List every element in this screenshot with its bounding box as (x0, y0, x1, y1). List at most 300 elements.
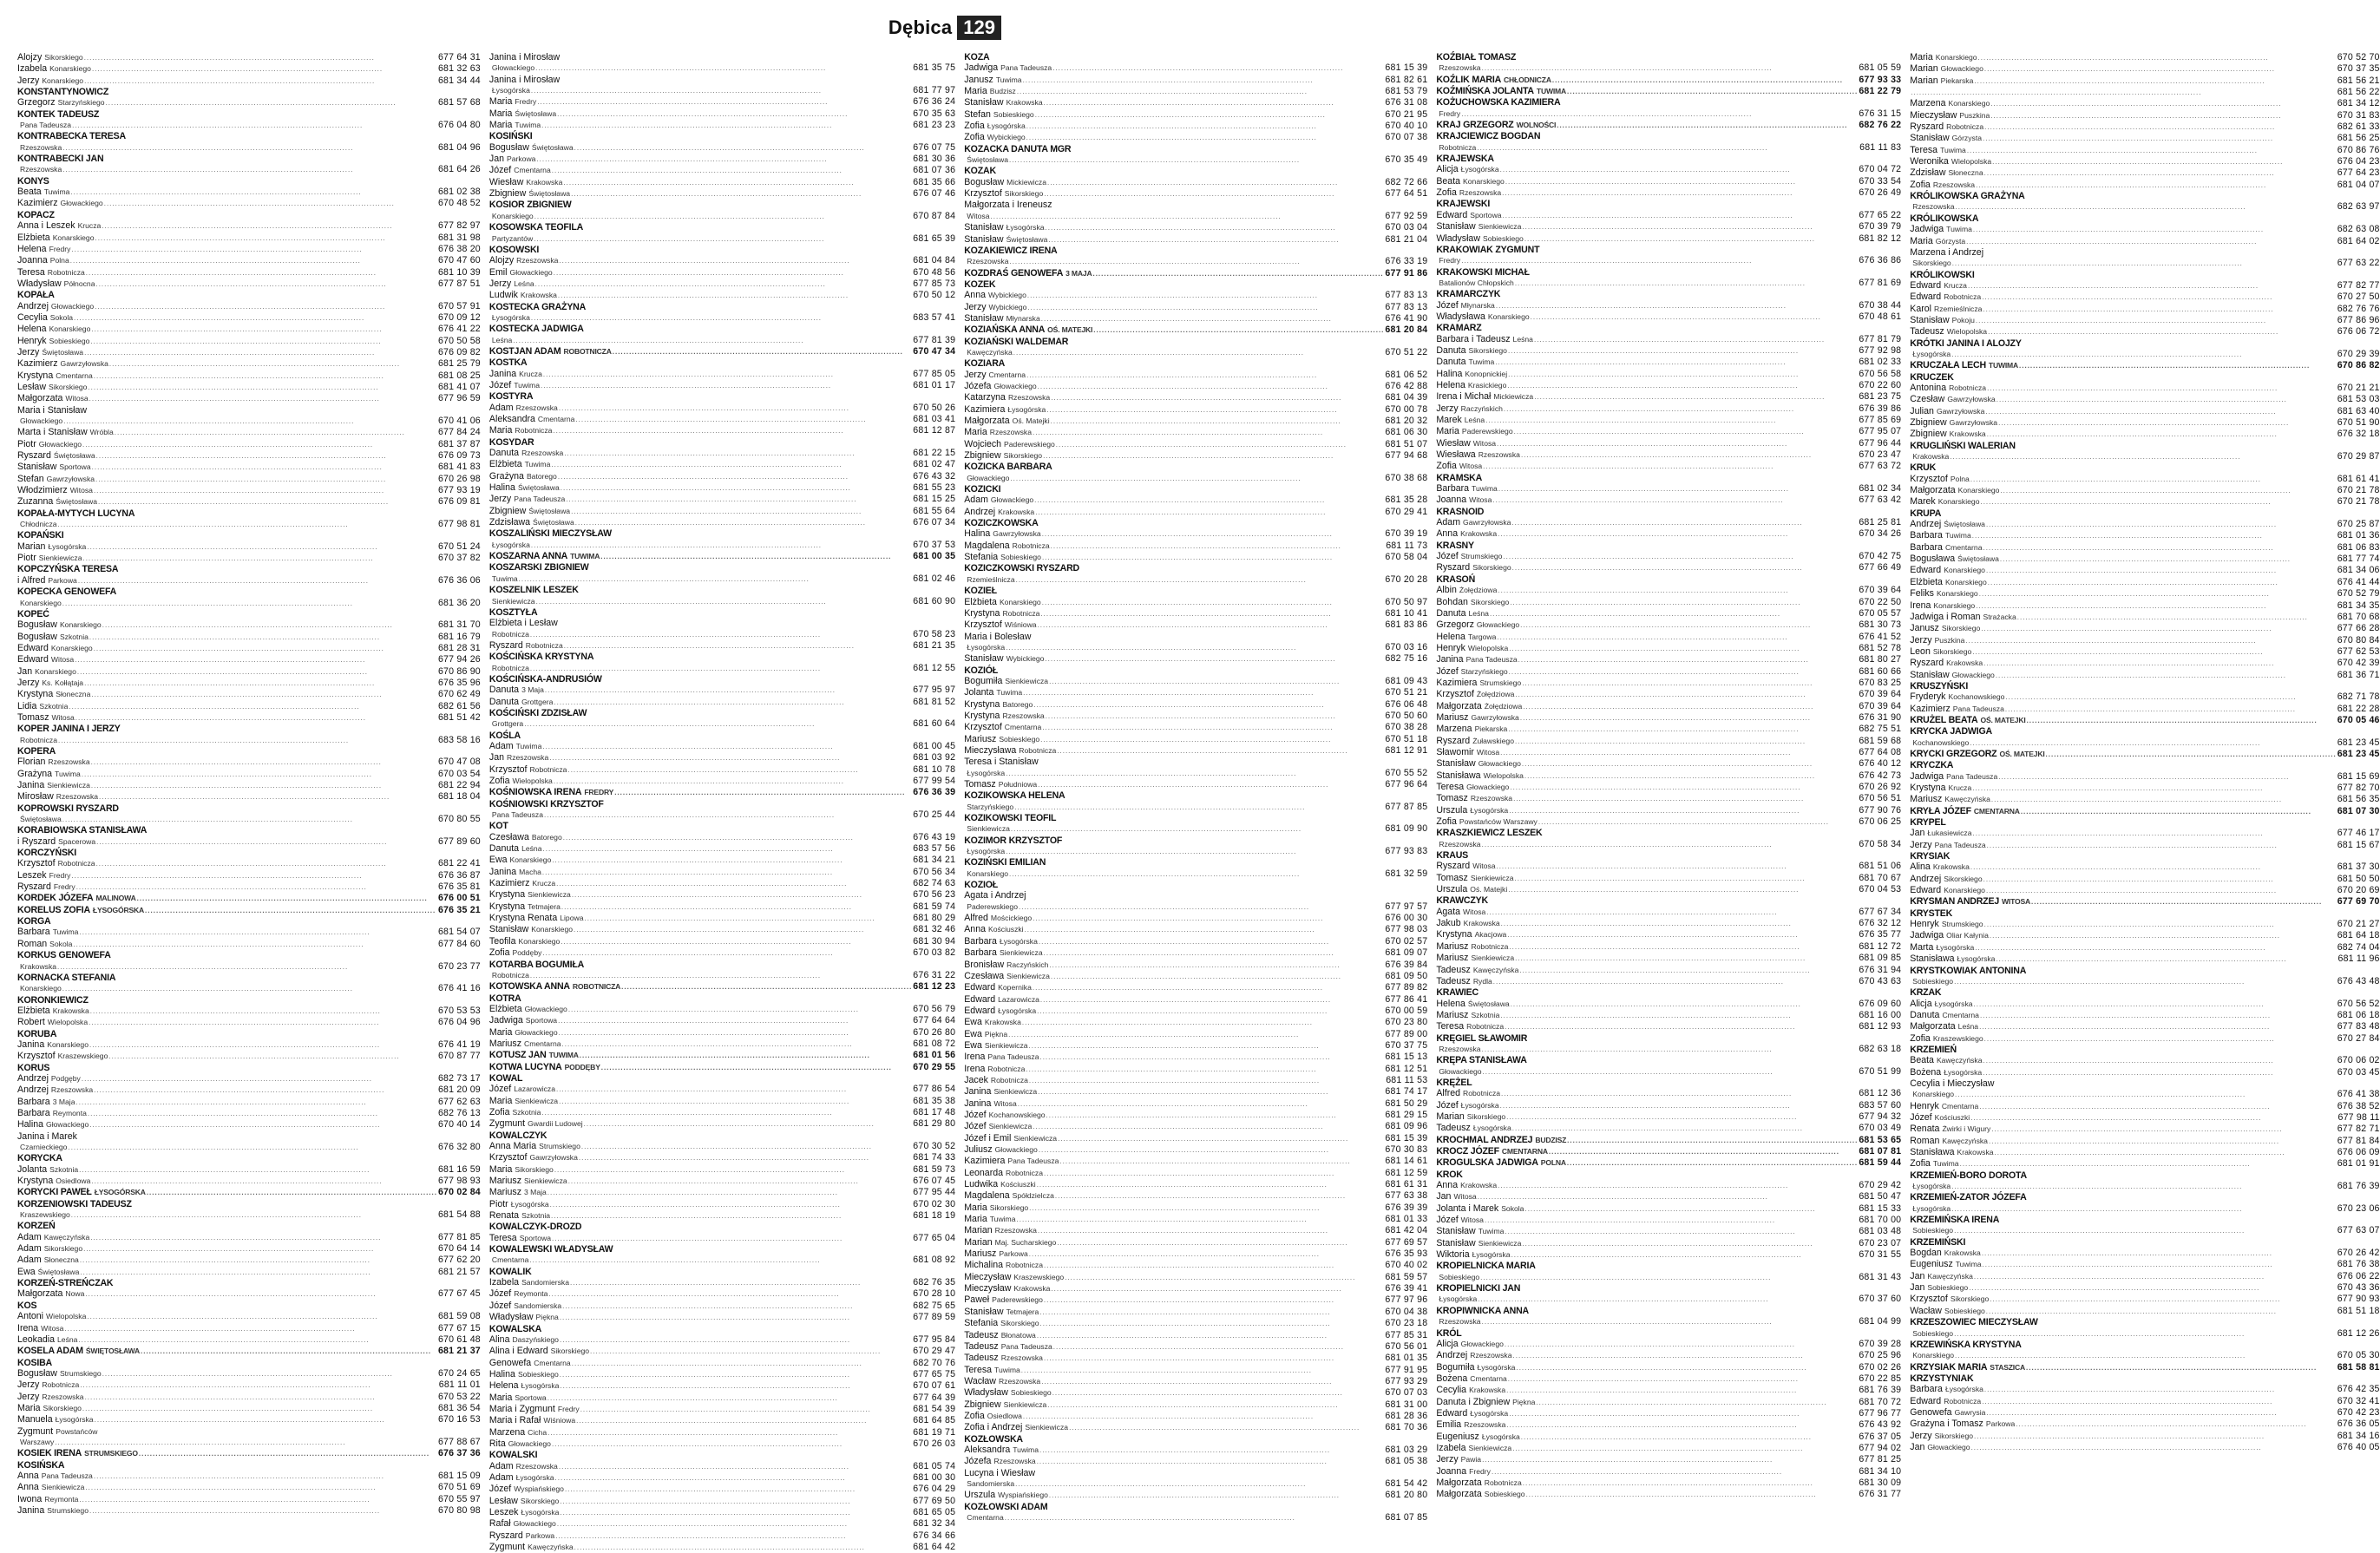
phone-number: 682 76 22 (1859, 120, 1902, 131)
dot-leader (84, 75, 437, 87)
surname-label: KRĘŻEL (1436, 1077, 1472, 1088)
surname-heading (17, 1448, 481, 1459)
phone-number: 670 27 50 (2337, 292, 2380, 303)
surname-label: KRAWIEC (1436, 987, 1478, 999)
street-name: Sienkiewicza (1003, 1399, 1047, 1409)
dot-leader (2005, 691, 2336, 703)
given-name: Kazimierz (17, 198, 58, 209)
listing-entry (489, 663, 955, 674)
street-name: Krakowska (1944, 1248, 1981, 1258)
phone-number: 676 38 20 (437, 243, 481, 254)
phone-number: 681 09 43 (1385, 675, 1428, 686)
dot-leader (1492, 1466, 1858, 1478)
given-name: Krystyna (488, 901, 526, 912)
surname-heading (489, 993, 955, 1004)
given-name: Zbigniew (1910, 417, 1947, 428)
dot-leader (1511, 1249, 1859, 1261)
given-name: Helena (17, 324, 47, 335)
surname-label: KOTRA (488, 993, 521, 1004)
dot-leader (1498, 483, 1859, 495)
dot-leader (1983, 1067, 2337, 1078)
surname-label: KOWAL (488, 1072, 523, 1084)
phone-number: 670 29 47 (913, 1346, 956, 1357)
dot-leader (1521, 1432, 1859, 1443)
phone-number: 681 06 83 (2337, 541, 2380, 553)
phone-number: 677 67 34 (1859, 906, 1902, 917)
dot-leader (1006, 846, 1384, 857)
surname-heading (1436, 1055, 1901, 1065)
listing-entry (1436, 747, 1901, 758)
surname-heading (489, 562, 955, 573)
phone-number: 677 69 57 (1385, 1236, 1428, 1248)
phone-number: 681 19 71 (913, 1426, 956, 1438)
dot-leader (1976, 180, 2337, 191)
street-name: Tuwima (1946, 225, 1972, 234)
given-name: Jadwiga (964, 62, 999, 74)
dot-leader (547, 1392, 913, 1404)
street-name: Wiśniowa (1004, 620, 1037, 630)
listing-entry (1436, 873, 1901, 884)
street-name: Parkowa (999, 1249, 1028, 1259)
phone-number: 677 64 23 (2337, 167, 2380, 179)
phone-number: 681 58 81 (2337, 1361, 2380, 1373)
dot-leader (547, 1187, 913, 1198)
street-name: Piękna (535, 1313, 559, 1322)
street-name: Witosa (1459, 462, 1483, 471)
street-name: Krakowska (1946, 659, 1983, 668)
listing-entry (964, 392, 1427, 403)
listing-entry (964, 75, 1427, 86)
surname-label: KOZIÓŁ (964, 665, 999, 676)
street-name: Sikorskiego (1470, 597, 1510, 606)
phone-number: 677 95 97 (913, 685, 956, 696)
dot-leader (89, 632, 437, 643)
phone-number: 681 21 35 (913, 639, 956, 651)
listing-entry (1436, 1373, 1901, 1385)
street-name: CHŁODNICZA (1504, 75, 1551, 84)
dot-leader (557, 108, 912, 120)
column-5 (1910, 52, 2379, 1553)
dot-leader (566, 494, 912, 505)
dot-leader (1051, 1283, 1384, 1294)
phone-number: 670 30 52 (913, 1141, 956, 1151)
phone-number: 677 65 75 (913, 1368, 956, 1379)
listing-entry (489, 1484, 955, 1495)
given-name: Krzysztof (964, 722, 1002, 733)
listing-entry (964, 597, 1427, 608)
street-name: Sikorskiego (48, 382, 88, 391)
listing-entry (964, 1353, 1427, 1364)
surname-heading (964, 144, 1427, 154)
street-name: CMENTARNA (1501, 1147, 1548, 1156)
street-name: Rydla (1472, 976, 1492, 986)
given-name: Elżbieta (17, 1005, 50, 1016)
dot-leader (1983, 1055, 2337, 1066)
street-name: Budzisz (989, 87, 1016, 96)
phone-number: 677 89 59 (913, 1312, 956, 1323)
surname-label: KOSZARNA ANNA (488, 551, 568, 562)
listing-entry (1910, 1112, 2379, 1124)
given-name: Maria (488, 1026, 513, 1038)
listing-entry (964, 62, 1427, 74)
dot-leader (1046, 222, 1385, 233)
phone-number: 670 25 96 (1859, 1350, 1902, 1361)
street-name: Rzeszowska (989, 428, 1032, 437)
given-name: Edward (1436, 209, 1468, 220)
listing-entry (17, 324, 481, 335)
listing-entry (17, 1243, 481, 1255)
surname-label: KRUŻEL BEATA (1910, 714, 1978, 725)
given-name: Krystyna (964, 710, 1000, 721)
surname-label: KRUCZEK (1910, 371, 1954, 383)
dot-leader (575, 414, 912, 425)
dot-leader (531, 312, 912, 324)
listing-entry (1910, 1158, 2379, 1170)
street-name: Warszawy (20, 1437, 55, 1446)
surname-label: KOTWA LUCYNA (488, 1061, 562, 1072)
surname-heading (1910, 1340, 2379, 1350)
street-name: Łysogórska (1944, 1067, 1983, 1077)
dot-leader (1971, 1442, 2337, 1453)
surname-heading (1910, 1362, 2379, 1373)
listing-entry (1436, 164, 1901, 175)
phone-number: 681 16 00 (1859, 1009, 1902, 1020)
phone-number: 681 34 12 (2337, 98, 2380, 109)
listing-entry (1436, 941, 1901, 953)
phone-number: 681 80 27 (1859, 654, 1902, 665)
street-name: Łysogórska (521, 1381, 560, 1391)
listing-entry (489, 1277, 955, 1288)
phone-number: 670 58 23 (913, 628, 956, 639)
given-name: Tadeusz (964, 1353, 999, 1364)
dot-leader (1995, 1147, 2337, 1158)
phone-number: 677 63 72 (1859, 461, 1902, 472)
street-name: Konarskiego (1936, 589, 1978, 599)
surname-heading (1910, 726, 2379, 737)
street-name: Robotnicza (491, 970, 529, 980)
street-name: Robotnicza (987, 1064, 1026, 1073)
given-name: Jan (1910, 1270, 1925, 1281)
phone-number: 670 39 19 (1385, 528, 1428, 540)
street-name: CMENTARNA (1973, 806, 2020, 816)
phone-number: 670 00 78 (1385, 403, 1428, 415)
given-name: Krzysztof (17, 858, 56, 869)
street-name: Żwirki i Wigury (1942, 1124, 1991, 1134)
dot-leader (1005, 1512, 1385, 1524)
phone-number: 681 11 83 (1859, 141, 1902, 153)
dot-leader (95, 474, 437, 485)
dot-leader (1051, 541, 1386, 552)
given-name: Zofia i Andrzej (964, 1422, 1023, 1433)
surname-heading (1910, 817, 2379, 828)
surname-label: KOSIŃSKI (488, 131, 533, 142)
phone-number: 670 38 68 (1385, 472, 1428, 483)
phone-number: 676 39 84 (1385, 959, 1428, 970)
given-name: Mariusz (1910, 794, 1943, 805)
phone-number: 681 10 39 (437, 266, 481, 278)
given-name: Albin (1436, 585, 1457, 596)
dot-leader (77, 666, 437, 678)
given-name: Ryszard (488, 1530, 523, 1541)
phone-number: 681 36 20 (437, 597, 481, 608)
street-name: Gawrzyłowska (529, 1153, 578, 1163)
listing-entry (1910, 519, 2379, 530)
listing-entry (1436, 953, 1901, 964)
dot-leader (91, 689, 437, 700)
listing-entry (489, 108, 955, 120)
given-name: Marta i Stanisław (17, 427, 88, 438)
listing-entry (1910, 1078, 2379, 1089)
phone-number: 670 47 34 (913, 345, 956, 357)
surname-heading (489, 131, 955, 141)
phone-number: 681 05 59 (1859, 62, 1902, 74)
given-name: Jan (1910, 828, 1925, 839)
street-name: Strumskiego (1941, 920, 1983, 929)
listing-entry (17, 791, 481, 803)
dot-leader (102, 220, 437, 232)
dot-leader (1492, 495, 1858, 506)
street-name: Tuwima (491, 573, 518, 583)
given-name: Krystyna (1910, 783, 1946, 793)
surname-label: KOZIKOWSKA HELENA (964, 790, 1065, 802)
dot-leader (1038, 1225, 1385, 1236)
surname-heading (17, 109, 481, 120)
phone-number: 670 26 92 (1859, 782, 1902, 792)
listing-entry (1910, 942, 2379, 953)
dot-leader (1044, 1168, 1384, 1179)
dot-leader (1515, 278, 1859, 289)
street-name: Rzeszowska (1464, 1420, 1506, 1430)
street-name: Wybickiego (987, 291, 1026, 300)
surname-heading (1910, 908, 2379, 919)
given-name: Edward (1910, 565, 1942, 576)
given-name: Izabela (1436, 1442, 1466, 1453)
street-name: Głowackiego (967, 473, 1010, 482)
street-name: Robotnicza (20, 735, 57, 744)
given-name: Weronika (1910, 156, 1949, 167)
street-name: Łysogórska (491, 86, 530, 95)
dot-leader (1057, 745, 1384, 757)
street-name: Kawęczyńska (1942, 1136, 1988, 1145)
given-name: Andrzej (964, 506, 996, 517)
dot-leader (2021, 806, 2337, 817)
given-name: Marzena (1436, 724, 1472, 735)
street-name: Krakowska (998, 507, 1035, 516)
listing-entry (964, 1478, 1427, 1490)
surname-label: KOSZALIŃSKI MIECZYSŁAW (488, 528, 612, 540)
street-name: Spacerowa (58, 836, 96, 846)
surname-heading (17, 1199, 481, 1209)
phone-number: 681 16 79 (437, 631, 481, 642)
given-name: Lidia (17, 700, 37, 711)
listing-entry (1436, 1191, 1901, 1202)
listing-entry (964, 1110, 1427, 1121)
listing-entry (964, 256, 1427, 267)
street-name: Sobieskiego (1944, 1306, 1985, 1315)
phone-number: 676 33 19 (1385, 256, 1428, 267)
dot-leader (1497, 632, 1858, 643)
given-name: Zbigniew (964, 450, 1001, 462)
listing-entry (17, 382, 481, 393)
phone-number: 677 92 98 (1859, 344, 1902, 356)
dot-leader (1505, 1226, 1858, 1237)
street-name: Leśna (1468, 608, 1489, 618)
listing-entry (1910, 75, 2379, 87)
phone-number: 676 04 29 (913, 1484, 956, 1495)
given-name: Stanisław (964, 312, 1004, 324)
listing-entry (17, 1209, 481, 1221)
listing-entry (964, 768, 1427, 779)
dot-leader (2026, 1362, 2337, 1373)
given-name: Barbara (1910, 530, 1943, 541)
phone-number: 681 55 64 (913, 505, 956, 516)
phone-number: 670 56 23 (913, 889, 956, 901)
listing-entry (17, 1482, 481, 1493)
given-name: Krystyna (17, 1176, 54, 1187)
dot-leader (1057, 1237, 1384, 1248)
phone-number: 670 23 77 (437, 960, 481, 972)
street-name: Sokola (49, 312, 74, 322)
surname-heading (1436, 1135, 1901, 1146)
street-name: Konarskiego (1463, 176, 1505, 186)
surname-label: KORZEŃ (17, 1221, 56, 1232)
street-name: Konarskiego (52, 233, 95, 242)
dot-leader (80, 1255, 437, 1266)
listing-entry (489, 96, 955, 108)
dot-leader (541, 1107, 912, 1118)
street-name: Szkotnia (512, 1107, 541, 1117)
phone-number: 681 54 39 (913, 1403, 956, 1414)
dot-leader (1042, 552, 1384, 563)
dot-leader (1512, 1123, 1859, 1134)
phone-number: 677 67 45 (437, 1288, 481, 1300)
phone-number: 670 38 44 (1859, 299, 1902, 311)
dot-leader (1973, 224, 2337, 235)
street-name: FREDRY (584, 788, 614, 797)
listing-entry (1436, 1215, 1901, 1226)
phone-number: 681 70 67 (1859, 872, 1902, 883)
surname-heading (1436, 987, 1901, 998)
surname-label: KOZIAŃSKA ANNA (964, 324, 1046, 336)
listing-entry (1910, 133, 2379, 144)
dot-leader (1043, 450, 1384, 462)
phone-number: 677 67 15 (437, 1322, 481, 1333)
dot-leader (536, 596, 913, 607)
dot-leader (601, 1062, 913, 1073)
listing-entry (964, 416, 1427, 427)
phone-number: 677 46 17 (2337, 828, 2380, 839)
given-name: Jan (488, 154, 504, 165)
listing-entry (489, 1518, 955, 1530)
phone-number: 670 23 06 (2337, 1202, 2380, 1214)
street-name: Witosa (51, 712, 75, 722)
listing-entry (964, 1260, 1427, 1271)
dot-leader (1972, 828, 2336, 839)
listing-entry (1436, 805, 1901, 816)
phone-number: 681 54 07 (437, 927, 481, 938)
dot-leader (531, 540, 912, 551)
street-name: Nowa (65, 1289, 85, 1299)
dot-leader (1972, 530, 2337, 541)
surname-label: KORONKIEWICZ (17, 994, 89, 1006)
given-name: Stefan (17, 473, 44, 484)
dot-leader (554, 267, 913, 278)
street-name: Sobieskiego (1000, 553, 1041, 562)
listing-entry (1436, 142, 1901, 154)
street-name: Krakowska (1006, 98, 1043, 108)
street-name: Kraszewskiego (57, 1052, 108, 1061)
phone-number: 681 50 29 (1385, 1098, 1428, 1109)
phone-number: 681 23 23 (913, 120, 956, 131)
surname-label: KORUBA (17, 1028, 57, 1039)
dot-leader (1991, 1124, 2336, 1135)
dot-leader (1502, 187, 1858, 199)
surname-label: KRAJCIEWICZ BOGDAN (1436, 131, 1541, 142)
dot-leader (1029, 1040, 1385, 1052)
dot-leader (90, 1232, 437, 1243)
surname-label: KOTOWSKA ANNA (488, 981, 570, 993)
listing-entry (1436, 793, 1901, 804)
phone-number: 677 64 31 (437, 52, 481, 62)
listing-entry (964, 200, 1427, 210)
dot-leader (1038, 779, 1384, 790)
given-name: Juliusz (964, 1144, 993, 1155)
surname-label: KRAWCZYK (1436, 895, 1488, 907)
dot-leader (1955, 1089, 2337, 1100)
given-name: Krystyna (17, 370, 54, 381)
street-name: Robotnicza (47, 267, 85, 277)
given-name: Stefania (964, 1318, 999, 1329)
listing-entry (17, 1255, 481, 1266)
dot-leader (535, 62, 912, 74)
dot-leader (1980, 496, 2336, 508)
given-name: Tomasz (964, 779, 996, 790)
surname-heading (1910, 681, 2379, 691)
street-name: Czarnieckiego (20, 1143, 68, 1151)
surname-label: KORGA (17, 916, 51, 927)
dot-leader (579, 1152, 912, 1163)
dot-leader (1531, 311, 1859, 323)
dot-leader (1026, 132, 1385, 143)
dot-leader (1513, 793, 1858, 804)
listing-entry (1910, 612, 2379, 623)
phone-number: 681 77 74 (2337, 554, 2380, 565)
given-name: Marian (1910, 63, 1938, 75)
surname-heading (489, 302, 955, 312)
phone-number: 681 25 79 (437, 358, 481, 370)
listing-entry (1436, 678, 1901, 689)
listing-entry (17, 97, 481, 108)
phone-number: 681 29 15 (1385, 1109, 1428, 1120)
street-name: Kochanowskiego (1912, 737, 1970, 747)
listing-entry (1436, 1478, 1901, 1489)
dot-leader (513, 335, 912, 346)
given-name: Maria i Zygmunt (488, 1403, 555, 1414)
listing-entry (1436, 976, 1901, 987)
given-name: Stanisław (964, 233, 1004, 245)
street-name: STASZICA (1990, 1362, 2026, 1372)
phone-number: 677 95 44 (913, 1187, 956, 1198)
phone-number: 681 51 06 (1859, 861, 1902, 872)
phone-number: 670 16 53 (437, 1414, 481, 1425)
street-name: Szkotnia (521, 1211, 551, 1221)
phone-number: 681 59 08 (437, 1311, 481, 1322)
dot-leader (1983, 658, 2337, 669)
street-name: Grottgera (491, 719, 524, 729)
street-name: Żuławskiego (1472, 736, 1514, 745)
listing-entry (489, 1507, 955, 1518)
surname-label: KRYSTKOWIAK ANTONINA (1910, 965, 2027, 976)
